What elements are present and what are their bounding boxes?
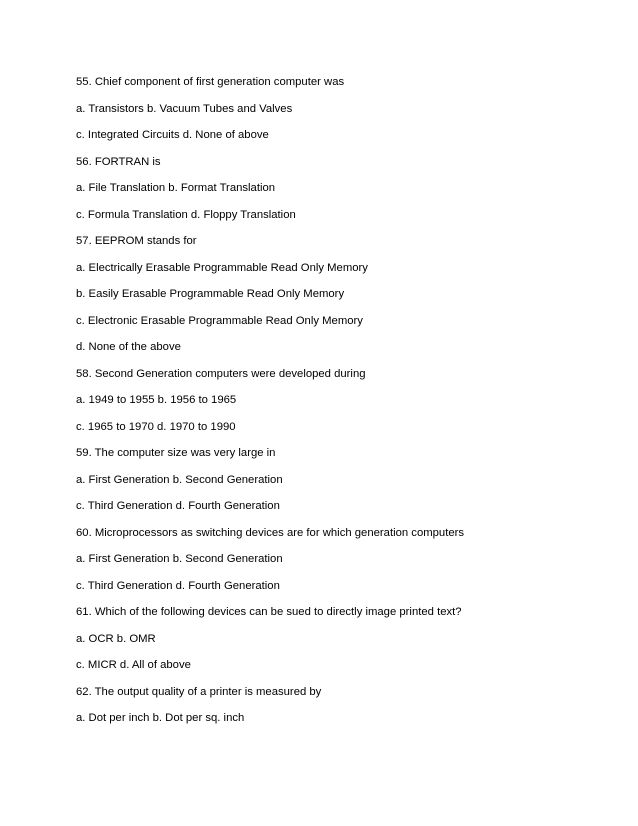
options-58-cd: c. 1965 to 1970 d. 1970 to 1990: [76, 420, 236, 433]
question-57: 57. EEPROM stands for: [76, 235, 197, 247]
option-57-d: d. None of the above: [76, 341, 181, 353]
question-60: 60. Microprocessors as switching devices are for which generation computers: [76, 526, 465, 539]
options-55-cd: c. Integrated Circuits d. None of above: [76, 129, 269, 141]
question-55: 55. Chief component of first generation computer was: [76, 76, 345, 88]
option-57-a: a. Electrically Erasable Programmable Read Only Memory: [76, 261, 368, 274]
options-56-cd: c. Formula Translation d. Floppy Translation: [76, 208, 296, 221]
option-57-c: c. Electronic Erasable Programmable Read Only Memory: [76, 314, 363, 327]
question-61: 61. Which of the following devices can be sued to directly image printed text?: [76, 606, 462, 618]
options-62-ab: a. Dot per inch b. Dot per sq. inch: [76, 712, 245, 724]
options-61-cd: c. MICR d. All of above: [76, 659, 191, 671]
options-55-ab: a. Transistors b. Vacuum Tubes and Valves: [76, 102, 293, 115]
question-58: 58. Second Generation computers were developed during: [76, 367, 366, 380]
options-60-cd: c. Third Generation d. Fourth Generation: [76, 579, 280, 592]
options-56-ab: a. File Translation b. Format Translation: [76, 182, 276, 194]
options-59-cd: c. Third Generation d. Fourth Generation: [76, 500, 280, 512]
question-list: [76, 74, 616, 737]
options-61-ab: a. OCR b. OMR: [76, 632, 156, 645]
question-62: 62. The output quality of a printer is measured by: [76, 685, 322, 698]
option-57-b: b. Easily Erasable Programmable Read Only Memory: [76, 288, 345, 300]
options-60-ab: a. First Generation b. Second Generation: [76, 553, 283, 565]
question-56: 56. FORTRAN is: [76, 155, 161, 168]
options-58-ab: a. 1949 to 1955 b. 1956 to 1965: [76, 394, 237, 406]
options-59-ab: a. First Generation b. Second Generation: [76, 473, 283, 486]
question-59: 59. The computer size was very large in: [76, 447, 276, 459]
